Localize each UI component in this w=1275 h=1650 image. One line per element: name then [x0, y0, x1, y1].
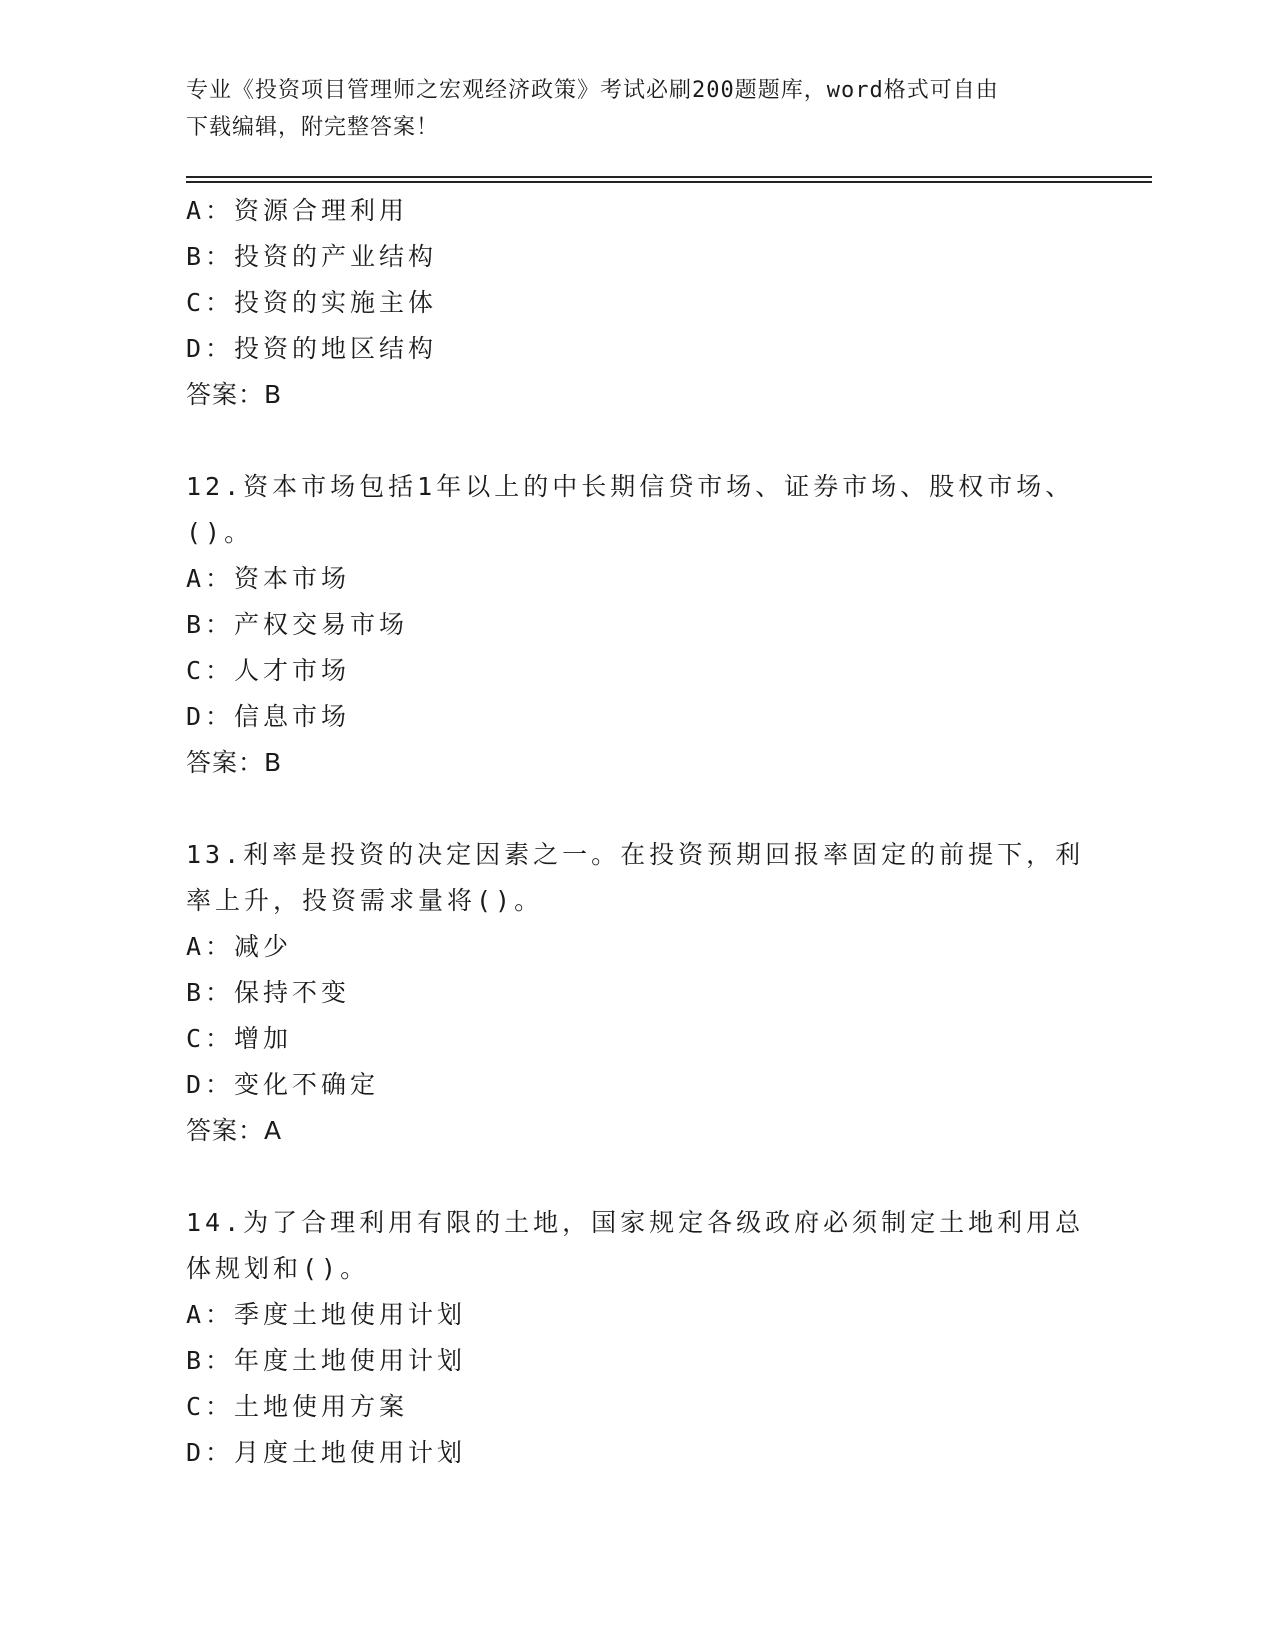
- answer-label: 答案：B: [186, 748, 283, 777]
- header-line-1: 专业《投资项目管理师之宏观经济政策》考试必刷200题题库，word格式可自由: [186, 78, 999, 103]
- option-c: C：投资的实施主体: [186, 288, 438, 317]
- question-12: [186, 464, 1086, 786]
- header-divider-bottom: [186, 181, 1152, 183]
- option-a: A：季度土地使用计划: [186, 1300, 467, 1329]
- spacer: [186, 786, 1086, 832]
- spacer: [186, 418, 1086, 464]
- question-11: [186, 188, 1086, 418]
- header-divider-top: [186, 176, 1152, 178]
- option-c: C：人才市场: [186, 656, 351, 685]
- question-stem-continued: 体规划和()。: [186, 1254, 370, 1283]
- option-d: D：变化不确定: [186, 1070, 380, 1099]
- question-13: [186, 832, 1086, 1154]
- question-stem-continued: 率上升，投资需求量将()。: [186, 886, 544, 915]
- spacer: [186, 1154, 1086, 1200]
- option-a: A：资本市场: [186, 564, 351, 593]
- answer-label: 答案：A: [186, 1116, 283, 1145]
- question-list: [186, 188, 1086, 1476]
- option-b: B：产权交易市场: [186, 610, 409, 639]
- option-d: D：信息市场: [186, 702, 351, 731]
- header-line-2: 下载编辑，附完整答案！: [186, 115, 440, 140]
- option-d: D：月度土地使用计划: [186, 1438, 467, 1467]
- question-stem: 13.利率是投资的决定因素之一。在投资预期回报率固定的前提下，利: [186, 840, 1085, 869]
- question-14: [186, 1200, 1086, 1476]
- option-c: C：增加: [186, 1024, 293, 1053]
- option-a: A：减少: [186, 932, 293, 961]
- answer-label: 答案：B: [186, 380, 283, 409]
- option-b: B：保持不变: [186, 978, 351, 1007]
- option-c: C：土地使用方案: [186, 1392, 409, 1421]
- option-b: B：投资的产业结构: [186, 242, 438, 271]
- question-stem: 14.为了合理利用有限的土地，国家规定各级政府必须制定土地利用总: [186, 1208, 1085, 1237]
- question-stem-continued: ()。: [186, 518, 254, 547]
- option-b: B：年度土地使用计划: [186, 1346, 467, 1375]
- option-d: D：投资的地区结构: [186, 334, 438, 363]
- question-stem: 12.资本市场包括1年以上的中长期信贷市场、证券市场、股权市场、: [186, 472, 1075, 501]
- document-header: [186, 72, 1066, 146]
- option-a: A：资源合理利用: [186, 196, 409, 225]
